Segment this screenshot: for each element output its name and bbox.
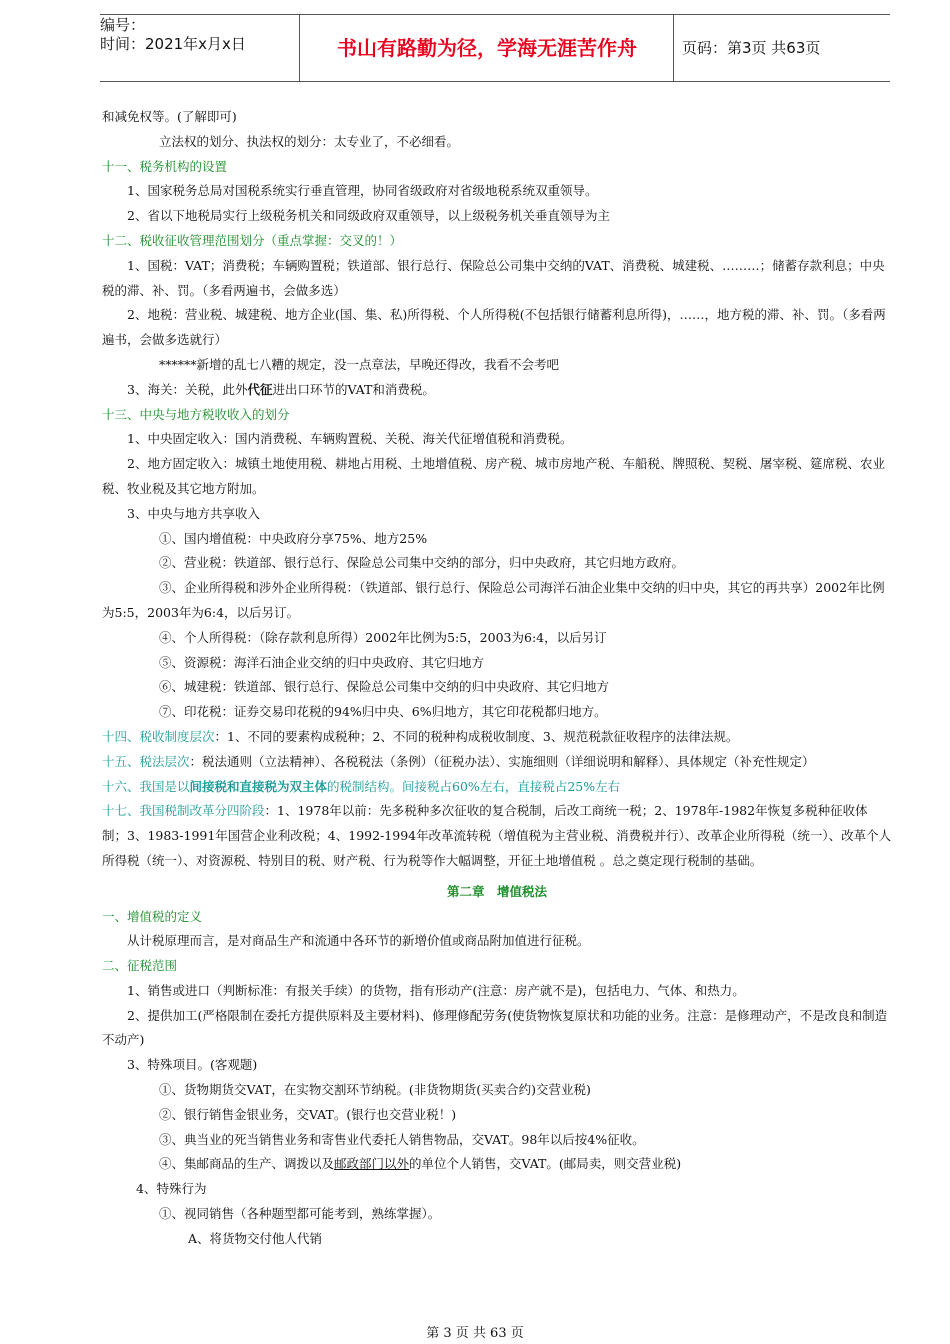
text-span: 十六、我国是以: [102, 778, 190, 794]
bold-text: 代征: [247, 381, 273, 397]
text-line: ⑦、印花税：证券交易印花税的94%归中央、6%归地方，其它印花税都归地方。: [159, 704, 607, 720]
teal-heading: 十四、税收制度层次: [102, 728, 215, 744]
chapter-title: 第二章 增值税法: [446, 883, 547, 899]
page-header: [100, 14, 890, 82]
text-line: ③、典当业的死当销售业务和寄售业代委托人销售物品，交VAT。98年以后按4%征收。: [159, 1131, 645, 1147]
header-page-label: 页码：第3页 共63页: [682, 39, 821, 57]
text-line: ⑥、城建税：铁道部、银行总行、保险总公司集中交纳的归中央政府、其它归地方: [159, 679, 610, 695]
teal-heading: 十七、我国税制改革分四阶段: [102, 803, 265, 819]
text-line: 1、中央固定收入：国内消费税、车辆购置税、关税、海关代征增值税和消费税。: [127, 431, 573, 447]
text-span: 的税制结构。间接税占60%左右，直接税占25%左右: [327, 778, 621, 794]
text-line: A、将货物交付他人代销: [188, 1230, 323, 1246]
text-span: ：1、不同的要素构成税种；2、不同的税种构成税收制度、3、规范税款征收程序的法律法规。: [214, 728, 739, 744]
text-line: [102, 378, 892, 403]
text-span: ：1、1978年以前：先多税种多次征收的复合税制，后改工商统一税；2、1978年-1982年恢复多税种征收体制；3、1983-1991年国营企业利改税；4、1992-1994年改革流转税（增值税为主营业税、消费税并行）、改革企业所得税（统一）、改革个人所得税（统一）、对资源税、特别目的税、财产税、行为税等作大幅调整，开征土地增值税 。总之奠定现行税制的基础。: [102, 803, 892, 868]
text-line: 3、特殊项目。(客观题): [127, 1057, 258, 1073]
text-span: 进出口环节的VAT和消费税。: [272, 381, 435, 397]
section-heading: 十三、中央与地方税收收入的划分: [102, 406, 290, 422]
text-line: 1、国税：VAT；消费税；车辆购置税；铁道部、银行总行、保险总公司集中交纳的VAT、消费税、城建税、………；储蓄存款利息；中央税的滞、补、罚。（多看两遍书，会做多选）: [102, 257, 885, 298]
underlined-text: 邮政部门以外: [334, 1156, 410, 1172]
text-line: 2、地方固定收入：城镇土地使用税、耕地占用税、土地增值税、房产税、城市房地产税、车船税、牌照税、契税、屠宰税、筵席税、农业税、牧业税及其它地方附加。: [102, 456, 885, 496]
text-span: 的单位个人销售，交VAT。(邮局卖，则交营业税): [409, 1156, 682, 1172]
text-line: [102, 775, 892, 800]
text-line: [102, 1152, 892, 1177]
text-line: [102, 750, 892, 775]
text-line: ⑤、资源税：海洋石油企业交纳的归中央政府、其它归地方: [159, 654, 485, 670]
text-line: 4、特殊行为: [136, 1181, 207, 1197]
text-line: ④、个人所得税：（除存款利息所得）2002年比例为5:5，2003为6:4，以后另订: [159, 629, 607, 645]
section-heading: 十一、税务机构的设置: [102, 158, 228, 174]
text-line: ③、企业所得税和涉外企业所得税：（铁道部、银行总行、保险总公司海洋石油企业集中交纳的归中央，其它的再共享）2002年比例为5:5，2003年为6:4，以后另订。: [102, 580, 885, 620]
header-motto: 书山有路勤为径，学海无涯苦作舟: [301, 15, 674, 81]
text-line: 2、地税：营业税、城建税、地方企业(国、集、私)所得税、个人所得税(不包括银行储蓄利息所得)，……，地方税的滞、补、罚。（多看两遍书，会做多选就行）: [102, 307, 886, 348]
text-line: 2、省以下地税局实行上级税务机关和同级政府双重领导，以上级税务机关垂直领导为主: [127, 208, 610, 224]
text-line: ②、营业税：铁道部、银行总行、保险总公司集中交纳的部分，归中央政府，其它归地方政府。: [159, 555, 685, 571]
text-line: 2、提供加工(严格限制在委托方提供原料及主要材料)、修理修配劳务(使货物恢复原状和功能的业务。注意：是修理动产，不是改良和制造不动产): [102, 1007, 888, 1048]
text-line: 1、销售或进口（判断标准：有报关手续）的货物，指有形动产(注意：房产就不是)，包括电力、气体、和热力。: [127, 982, 745, 998]
time-label: 时间：2021年x月x日: [100, 35, 246, 53]
number-label: 编号：: [100, 16, 146, 34]
section-heading: 十二、税收征收管理范围划分（重点掌握：交叉的！）: [102, 232, 403, 248]
text-line: 立法权的划分、执法权的划分：太专业了，不必细看。: [159, 133, 460, 149]
text-line: 从计税原理而言，是对商品生产和流通中各环节的新增价值或商品附加值进行征税。: [127, 933, 590, 949]
text-line: [102, 725, 892, 750]
text-line: ①、视同销售（各种题型都可能考到，熟练掌握）。: [159, 1206, 441, 1222]
text-span: ：税法通则（立法精神）、各税税法（条例）（征税办法）、实施细则（详细说明和解释）、具体规定（补充性规定）: [189, 753, 815, 769]
section-heading: 一、增值税的定义: [102, 908, 203, 924]
text-span: ④、集邮商品的生产、调拨以及: [159, 1156, 335, 1172]
section-heading: 二、征税范围: [102, 958, 178, 974]
text-line: 3、中央与地方共享收入: [127, 505, 260, 521]
page-footer: 第 3 页 共 63 页: [426, 1326, 524, 1341]
text-line: ******新增的乱七八糟的规定，没一点章法，早晚还得改，我看不会考吧: [159, 356, 560, 372]
text-line: ②、银行销售金银业务，交VAT。(银行也交营业税！): [159, 1106, 457, 1122]
text-line: ①、货物期货交VAT，在实物交割环节纳税。(非货物期货(买卖合约)交营业税): [159, 1082, 591, 1098]
text-line: 和减免权等。(了解即可): [102, 109, 237, 124]
text-line: 1、国家税务总局对国税系统实行垂直管理，协同省级政府对省级地税系统双重领导。: [127, 183, 598, 199]
text-line: [102, 799, 892, 873]
bold-text: 间接税和直接税为双主体: [189, 778, 328, 794]
document-body: [102, 105, 892, 1252]
header-meta: [100, 15, 300, 81]
teal-heading: 十五、税法层次: [102, 753, 190, 769]
text-line: ①、国内增值税：中央政府分享75%、地方25%: [159, 530, 428, 546]
text-span: 3、海关：关税，此外: [127, 381, 248, 397]
